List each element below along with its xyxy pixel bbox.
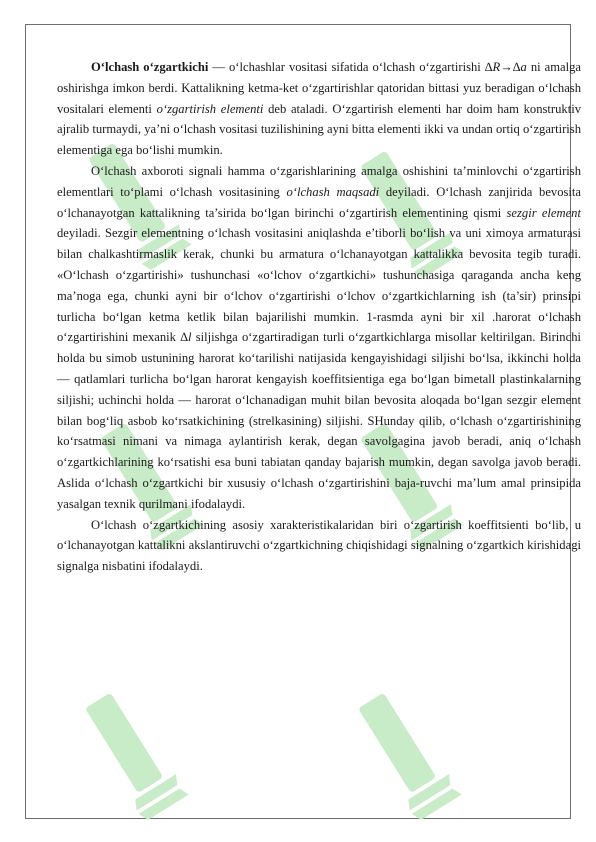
document-body [57, 57, 581, 577]
paragraph [57, 515, 581, 577]
text-run: deyiladi. Sezgir elementning o‘lchash vositasini aniqlashda e’tiborli bo‘lish va uni ximoya armaturasi bilan chalkashtirmaslik kerak, chunki bu armatura o‘lchanayotgan kattalikka bevosita tegib turadi. «O‘lchash o‘zgartirishi» tushunchasi «o‘lchov o‘zgartkichi» tushunchasiga qaraganda ancha keng ma’noga ega, chunki ayni bir o‘lchov o‘zgartirishi o‘lchov o‘zgartkichlarning ish (ta’sir) prinsipi turlicha bo‘lgan ketma ketlik bilan bajarilishi mumkin. 1-rasmda ayni bir xil .harorat o‘lchash o‘zgartirishini mexanik [57, 226, 581, 345]
term-italic: o‘lchash maqsadi [286, 184, 380, 199]
paragraph [57, 57, 581, 161]
text-run: siljishga o‘zgartiradigan turli o‘zgartkichlarga misollar keltirilgan. Birinchi holda bu simob ustunining harorat ko‘tarilishi natijasida kengayishidagi siljishi bo‘lsa, ikkinchi holda — qatlamlari turlicha bo‘lgan harorat kengayish koeffitsientiga ega bo‘lgan bimetall plastinkalarning siljishi; uchinchi holda — harorat o‘lchanadigan muhit bilan bevosita aloqada bo‘lgan sezgir element bilan bog‘liq asbob ko‘rsatkichining (strelkasining) siljishi. SHunday qilib, o‘lchash o‘zgartirishining ko‘rsatmasi nimani va nimaga aylantirish kerak, degan savolgagina javob beradi, aniq o‘lchash o‘zgartkichlarining ko‘rsatishi esa buni tabiatan qanday bajarish mumkin, degan savolga javob beradi. Aslida o‘lchash o‘zgartkichi bir xususiy o‘lchash o‘zgartirishini baja-ruvchi ma’lum amal prinsipida yasalgan texnik qurilmani ifodalaydi. [57, 330, 581, 511]
text-run: O‘lchash axboroti signali hamma o‘zgarishlarining amalga oshishini ta’minlovchi o‘zgartirish elementlari to‘plami o‘lchash vositasining [57, 163, 581, 199]
text-run: O‘lchash o‘zgartkichining asosiy xarakteristikalaridan biri o‘zgartirish koeffitsienti bo‘lib, u o‘lchanayotgan kattalikni akslantiruvchi o‘zgartkichning chiqishidagi signalning o‘zgartkich kirishidagi signalga nisbatini ifodalaydi. [57, 517, 581, 574]
term-bold: O‘lchash o‘zgartkichi [91, 60, 209, 74]
text-run: — o‘lchashlar vositasi sifatida o‘lchash o‘zgartirishi [208, 60, 485, 74]
term-italic: o‘zgartirish elementi [156, 101, 264, 116]
term-italic: sezgir element [506, 205, 581, 220]
text-run: deb ataladi. O‘zgartirish elementi har doim ham konstruktiv ajralib turmaydi, ya’ni o‘lchash vositasi tuzilishining ayni bitta elementi ikki va undan ortiq o‘zgartirish elementiga ega bo‘lishi mumkin. [57, 101, 581, 158]
text-run: ni amalga oshirishga imkon berdi. Kattalikning ketma-ket o‘zgartirishlar qatoridan bittasi yuz beradigan o‘lchash vositalari elementi [57, 60, 581, 116]
paragraph [57, 161, 581, 515]
text-run: deyiladi. O‘lchash zanjirida bevosita o‘lchanayotgan kattalikning ta’sirida bo‘lgan birinchi o‘zgartirish elementining qismi [57, 184, 582, 220]
term-italic: ∆l [180, 330, 192, 345]
term-italic: ∆R→∆a [484, 60, 527, 74]
